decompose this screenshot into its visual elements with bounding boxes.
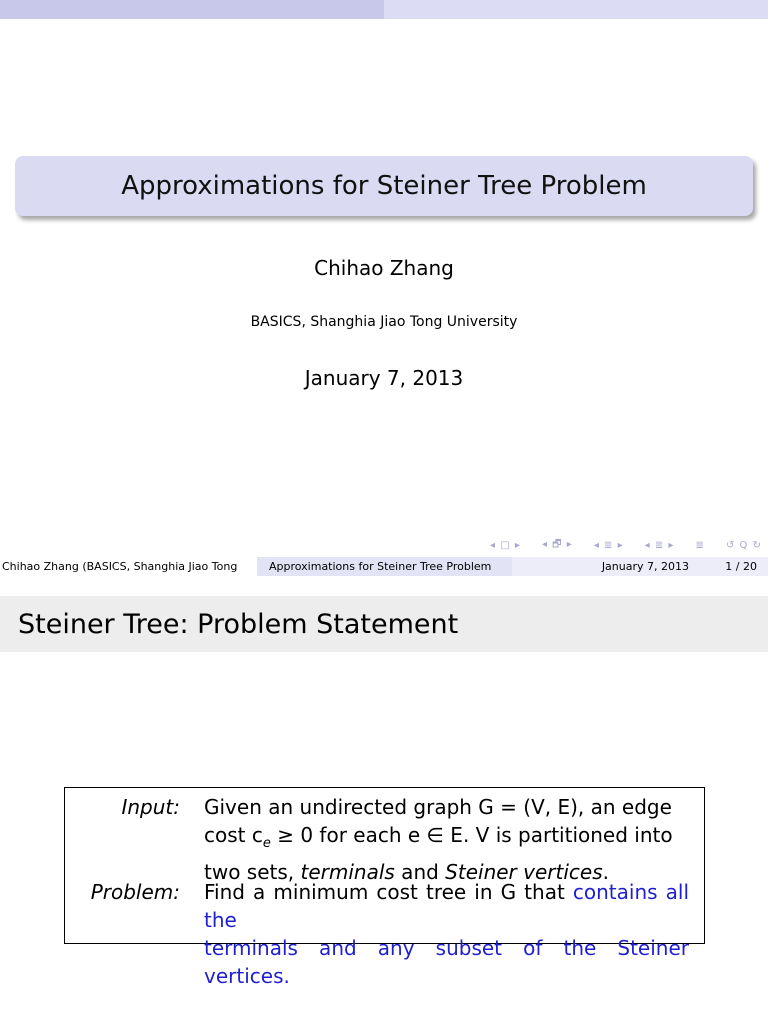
footer-title: Approximations for Steiner Tree Problem bbox=[257, 557, 512, 576]
footer-page-number: 1 / 20 bbox=[725, 560, 757, 573]
footer-date-page bbox=[512, 557, 768, 576]
presentation-title bbox=[15, 156, 753, 216]
presentation-title-text: Approximations for Steiner Tree Problem bbox=[121, 171, 647, 201]
nav-section-icon[interactable]: ◂ ≣ ▸ bbox=[644, 539, 675, 551]
slide-separator bbox=[0, 576, 768, 592]
problem-label: Problem: bbox=[90, 880, 180, 904]
presentation-date: January 7, 2013 bbox=[304, 366, 464, 390]
problem-line-1: Find a minimum cost tree in G that contains all the bbox=[204, 880, 690, 932]
problem-definition-box bbox=[64, 787, 705, 988]
frame-title bbox=[0, 596, 768, 652]
input-line-2: cost $c_e \ge 0$ for each e ∈ E. V is partitioned into bbox=[204, 823, 673, 851]
header-bar-right bbox=[384, 0, 768, 19]
author-name: Chihao Zhang bbox=[314, 256, 454, 280]
nav-frame-icon[interactable]: ◂ 🗗 ▸ bbox=[541, 538, 573, 550]
input-description bbox=[204, 793, 689, 886]
nav-slide-icon[interactable]: ◂ □ ▸ bbox=[490, 539, 521, 551]
footer-date: January 7, 2013 bbox=[601, 560, 689, 573]
header-bar-left bbox=[0, 0, 384, 19]
problem-description bbox=[204, 878, 689, 990]
input-label: Input: bbox=[121, 795, 180, 819]
nav-search-icon[interactable]: ↺ Q ↻ bbox=[726, 539, 762, 551]
problem-line-2: terminals and any subset of the Steiner vertices. bbox=[204, 936, 689, 988]
input-line-1: Given an undirected graph G = (V, E), an edge bbox=[204, 795, 672, 819]
footer-author: Chihao Zhang (BASICS, Shanghia Jiao Tong bbox=[0, 557, 257, 576]
frame-title-text: Steiner Tree: Problem Statement bbox=[18, 608, 459, 640]
nav-subsection-icon[interactable]: ◂ ≣ ▸ bbox=[593, 539, 624, 551]
beamer-navigation-bar bbox=[490, 538, 762, 552]
institute-name: BASICS, Shanghia Jiao Tong University bbox=[250, 314, 518, 330]
nav-document-icon[interactable]: ≣ bbox=[695, 539, 705, 551]
input-line-3: two sets, terminals and Steiner vertices. bbox=[204, 860, 609, 884]
slide-footer bbox=[0, 557, 768, 576]
